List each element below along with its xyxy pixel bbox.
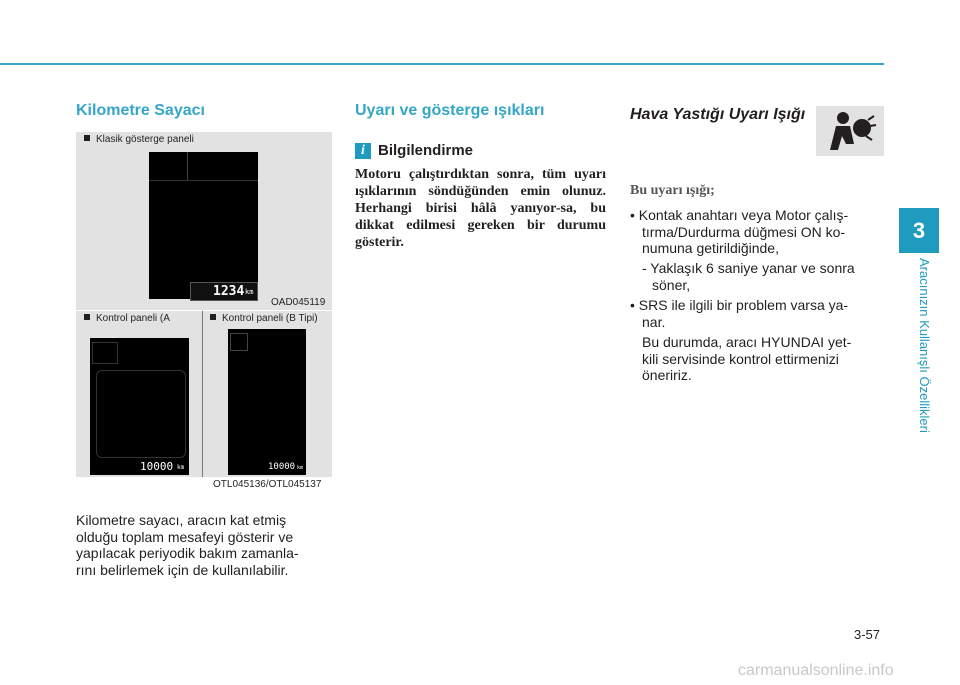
airbag-subitem-1: - Yaklaşık 6 saniye yanar ve sonra söner, bbox=[642, 260, 855, 293]
type-b-screen bbox=[228, 329, 306, 475]
figure-code-bottom: OTL045136/OTL045137 bbox=[213, 479, 322, 490]
airbag-subtitle: Bu uyarı ışığı; bbox=[630, 183, 715, 198]
type-a-caption: Kontrol paneli (A bbox=[84, 313, 170, 324]
odometer-heading: Kilometre Sayacı bbox=[76, 102, 205, 119]
warning-lights-heading: Uyarı ve gösterge ışıkları bbox=[355, 102, 545, 119]
airbag-warning-icon bbox=[816, 106, 884, 156]
square-bullet-icon bbox=[210, 314, 216, 320]
type-b-odometer-unit: km bbox=[297, 465, 304, 471]
chapter-number: 3 bbox=[912, 217, 926, 243]
square-bullet-icon bbox=[84, 135, 90, 141]
airbag-advice-paragraph: Bu durumda, aracı HYUNDAI yet- kili servisinde kontrol ettirmenizi öneririz. bbox=[642, 334, 852, 383]
square-bullet-icon bbox=[84, 314, 90, 320]
info-icon: i bbox=[355, 143, 371, 159]
screen-divider bbox=[187, 152, 188, 180]
figure-divider bbox=[202, 311, 203, 477]
chapter-title: Aracınızın Kullanışlı Özellikleri bbox=[917, 258, 932, 433]
type-a-lcd-frame bbox=[96, 370, 186, 458]
page-number: 3-57 bbox=[854, 627, 881, 642]
type-a-indicator-box bbox=[92, 342, 118, 364]
type-a-odometer-unit: km bbox=[177, 464, 185, 471]
info-title: Bilgilendirme bbox=[378, 142, 474, 159]
type-a-screen bbox=[90, 338, 189, 475]
classic-odometer-display bbox=[190, 282, 258, 301]
header-rule bbox=[0, 63, 884, 65]
figure-code-top: OAD045119 bbox=[271, 297, 326, 308]
type-a-odometer-value: 10000 bbox=[140, 460, 174, 473]
airbag-bullet-2: • SRS ile ilgili bir problem varsa ya- nar. bbox=[630, 297, 849, 330]
classic-cluster-caption: Klasik gösterge paneli bbox=[84, 134, 194, 145]
classic-cluster-screen bbox=[149, 152, 258, 299]
screen-top-segment bbox=[149, 152, 258, 181]
chapter-tab bbox=[899, 208, 939, 253]
classic-odometer-value: 1234 bbox=[213, 284, 245, 299]
airbag-heading: Hava Yastığı Uyarı Işığı bbox=[630, 106, 806, 123]
airbag-bullet-1: • Kontak anahtarı veya Motor çalış- tırma/Durdurma düğmesi ON ko- numuna getirildiğinde, bbox=[630, 207, 849, 256]
airbag-warning-icon-svg bbox=[816, 106, 884, 156]
type-b-caption: Kontrol paneli (B Tipi) bbox=[210, 313, 318, 324]
watermark: carmanualsonline.info bbox=[738, 662, 894, 679]
info-paragraph: Motoru çalıştırdıktan sonra, tüm uyarı ışıklarının söndüğünden emin olunuz. Herhangi birisi hâlâ yanıyor-sa, bu dikkat edilmesi gereken bir durumu gösterir. bbox=[355, 167, 606, 250]
odometer-paragraph: Kilometre sayacı, aracın kat etmiş olduğu toplam mesafeyi gösterir ve yapılacak periyodik bakım zamanla- rını belirlemek için de kullanılabilir. bbox=[76, 512, 299, 578]
type-b-odometer-value: 10000 bbox=[268, 462, 296, 472]
classic-odometer-unit: km bbox=[245, 288, 254, 296]
type-b-indicator-box bbox=[230, 333, 248, 351]
